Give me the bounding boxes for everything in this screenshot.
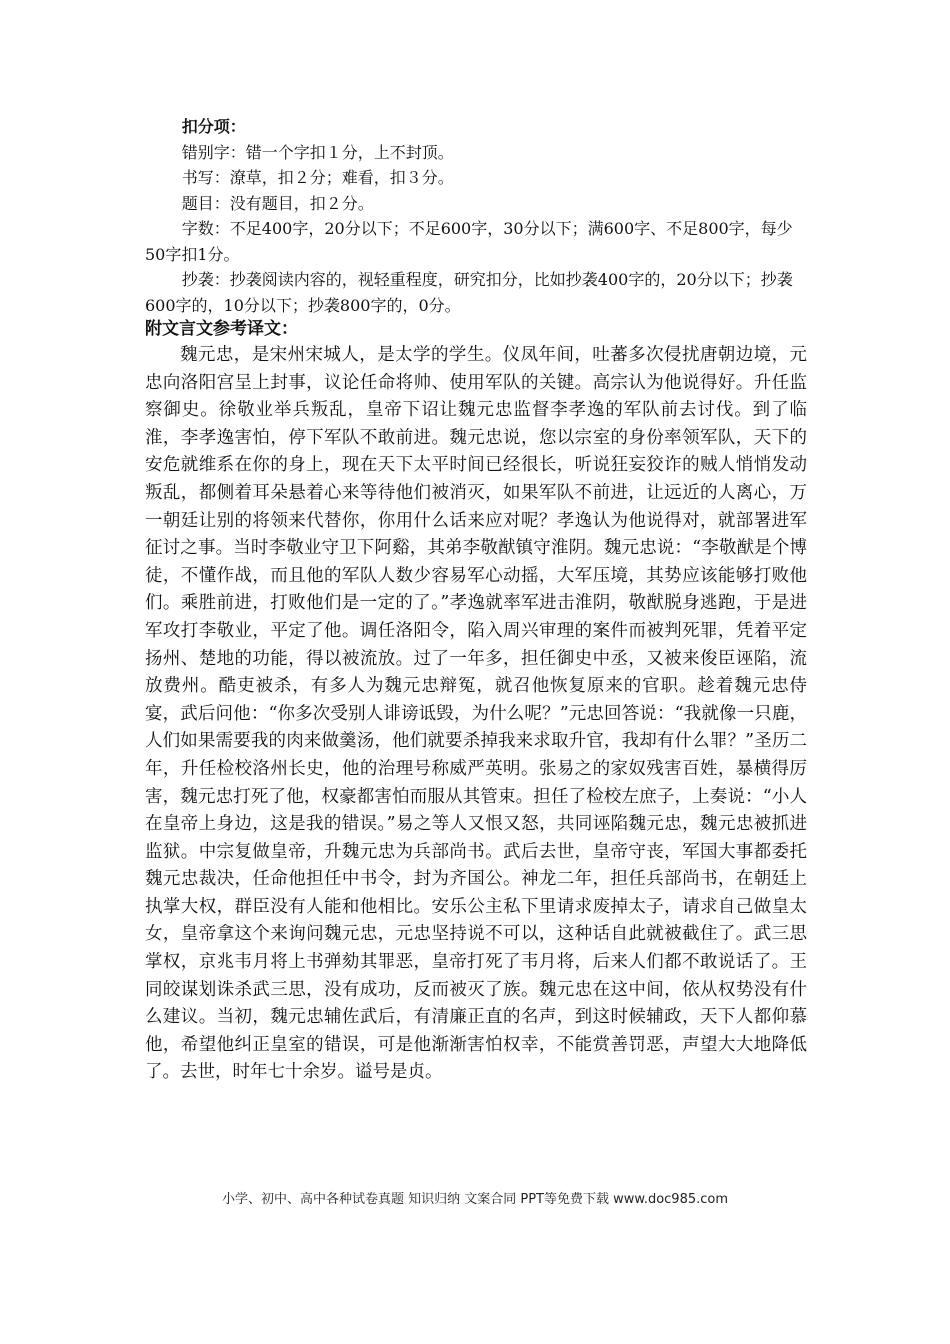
scoring-item-plagiarism: 抄袭：抄袭阅读内容的，视轻重程度，研究扣分，比如抄袭400字的，20分以下；抄袭600字的，10分以下；抄袭800字的，0分。: [145, 270, 793, 315]
scoring-item-typos: 错别字：错一个字扣１分，上不封顶。: [181, 142, 454, 162]
scoring-heading: 扣分项：: [181, 117, 246, 136]
scoring-item-word-count: 字数：不足400字，20分以下；不足600字，30分以下；满600字、不足800字，每少50字扣1分。: [145, 219, 793, 264]
scoring-section: [145, 114, 813, 318]
scoring-item-handwriting: 书写：潦草，扣２分；难看，扣３分。: [181, 168, 454, 187]
scoring-item-title: 题目：没有题目，扣２分。: [181, 193, 374, 213]
translation-heading: 附文言文参考译文：: [145, 319, 298, 339]
page-footer: 小学、初中、高中各种试卷真题 知识归纳 文案合同 PPT等免费下载 www.doc985.com: [221, 1192, 729, 1207]
translation-body: 魏元忠，是宋州宋城人，是太学的学生。仪凤年间，吐蕃多次侵扰唐朝边境，元忠向洛阳宫呈上封事，议论任命将帅、使用军队的关键。高宗认为他说得好。升任监察御史。徐敬业举兵叛乱，皇帝下诏让魏元忠监督李孝逸的军队前去讨伐。到了临淮，李孝逸害怕，停下军队不敢前进。魏元忠说，您以宗室的身份率领军队，天下的安危就维系在你的身上，现在天下太平时间已经很长，听说狂妄狡诈的贼人悄悄发动叛乱，都侧着耳朵悬着心来等待他们被消灭，如果军队不前进，让远近的人离心，万一朝廷让别的将领来代替你，你用什么话来应对呢？孝逸认为他说得对，就部署进军征讨之事。当时李敬业守卫下阿谿，其弟李敬猷镇守淮阴。魏元忠说：“李敬猷是个博徒，不懂作战，而且他的军队人数少容易军心动摇，大军压境，其势应该能够打败他们。乘胜前进，打败他们是一定的了。”孝逸就率军进击淮阴，敬猷脱身逃跑，于是进军攻打李敬业，平定了他。调任洛阳令，陷入周兴审理的案件而被判死罪，凭着平定扬州、楚地的功能，得以被流放。过了一年多，担任御史中丞，又被来俊臣诬陷，流放费州。酷吏被杀，有多人为魏元忠辩冤，就召他恢复原来的官职。趁着魏元忠侍宴，武后问他：“你多次受别人诽谤诋毁，为什么呢？”元忠回答说：“我就像一只鹿，人们如果需要我的肉来做羹汤，他们就要杀掉我来求取升官，我却有什么罪？”圣历二年，升任检校洛州长史，他的治理号称威严英明。张易之的家奴残害百姓，暴横得厉害，魏元忠打死了他，权豪都害怕而服从其管束。担任了检校左庶子，上奏说：“小人在皇帝上身边，这是我的错误。”易之等人又恨又怒，共同诬陷魏元忠，魏元忠被抓进监狱。中宗复做皇帝，升魏元忠为兵部尚书。武后去世，皇帝守丧，军国大事都委托魏元忠裁决，任命他担任中书令，封为齐国公。神龙二年，担任兵部尚书，在朝廷上执掌大权，群臣没有人能和他相比。安乐公主私下里请求废掉太子，请求自己做皇太女，皇帝拿这个来询问魏元忠，元忠坚持说不可以，这种话自此就被截住了。武三思掌权，京兆韦月将上书弹劾其罪恶，皇帝打死了韦月将，后来人们都不敢说话了。王同皎谋划诛杀武三思，没有成功，反而被灭了族。魏元忠在这中间，依从权势没有什么建议。当初，魏元忠辅佐武后，有清廉正直的名声，到这时候辅政，天下人都仰慕他，希望他纠正皇室的错误，可是他渐渐害怕权幸，不能赏善罚恶，声望大大地降低了。去世，时年七十余岁。谥号是贞。: [145, 345, 807, 1083]
